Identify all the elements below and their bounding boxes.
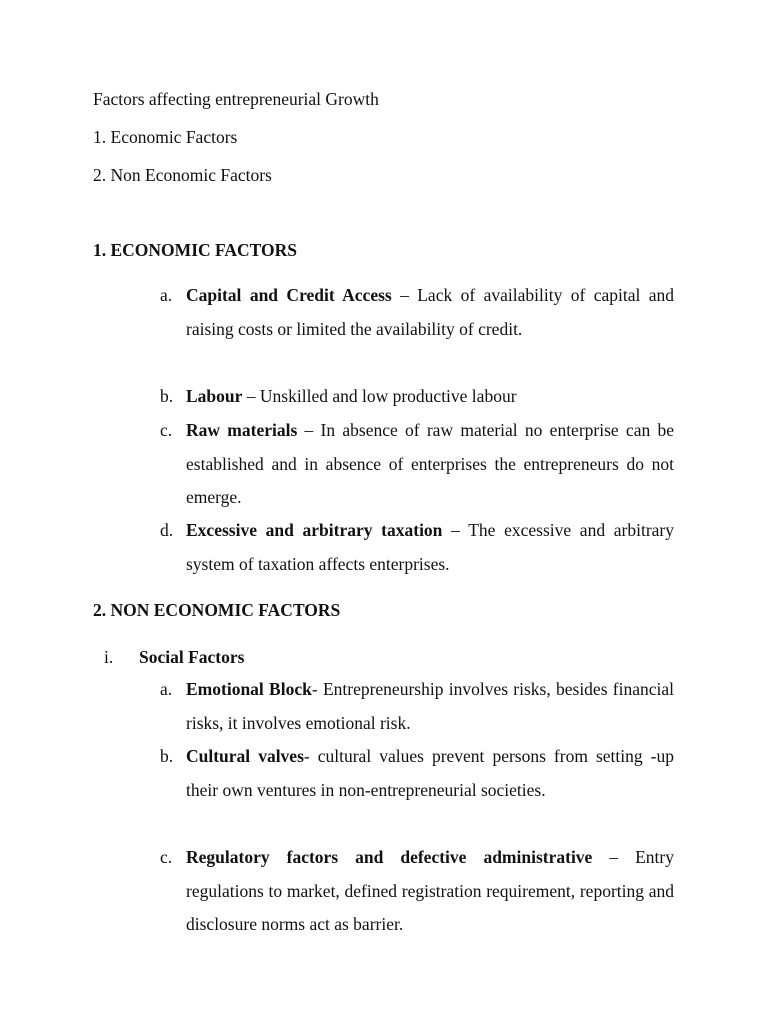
subsection-title: Social Factors xyxy=(139,647,245,667)
economic-item xyxy=(160,279,674,346)
item-marker: b. xyxy=(160,746,174,766)
intro-list-item: 1. Economic Factors xyxy=(93,127,238,147)
section-heading-non-economic: 2. NON ECONOMIC FACTORS xyxy=(93,600,341,620)
item-marker: b. xyxy=(160,386,174,406)
social-item xyxy=(160,740,674,807)
item-text: – The excessive and arbitrary system of taxation affects enterprises. xyxy=(186,520,674,574)
social-item xyxy=(160,841,674,942)
item-term: Regulatory factors and defective administrative xyxy=(186,847,593,867)
item-text: – In absence of raw material no enterprise can be established and in absence of enterprises the entrepreneurs do not emerge. xyxy=(186,420,674,508)
item-body xyxy=(186,740,674,807)
subsection-social-factors xyxy=(104,647,244,667)
item-term: Cultural valves xyxy=(186,746,304,766)
item-body xyxy=(186,673,674,740)
item-marker: a. xyxy=(160,285,173,305)
document-title: Factors affecting entrepreneurial Growth xyxy=(93,89,379,109)
item-marker: c. xyxy=(160,847,173,867)
item-text: - cultural values prevent persons from setting -up their own ventures in non-entrepreneurial societies. xyxy=(186,746,674,800)
item-body xyxy=(186,279,674,346)
item-text: - Entrepreneurship involves risks, besides financial risks, it involves emotional risk. xyxy=(186,679,674,733)
subsection-marker: i. xyxy=(104,647,114,667)
item-text: – Lack of availability of capital and raising costs or limited the availability of credit. xyxy=(186,285,674,339)
item-marker: c. xyxy=(160,420,173,440)
social-item xyxy=(160,673,674,740)
item-term: Excessive and arbitrary taxation xyxy=(186,520,443,540)
item-term: Emotional Block xyxy=(186,679,312,699)
item-text: – Unskilled and low productive labour xyxy=(242,386,517,406)
item-marker: a. xyxy=(160,679,173,699)
item-term: Raw materials xyxy=(186,420,298,440)
item-body xyxy=(186,414,674,515)
item-marker: d. xyxy=(160,520,174,540)
economic-item xyxy=(160,414,674,515)
item-body xyxy=(186,514,674,581)
item-body xyxy=(186,380,674,414)
item-body xyxy=(186,841,674,942)
intro-list-item: 2. Non Economic Factors xyxy=(93,165,272,185)
economic-item xyxy=(160,514,674,581)
section-heading-economic: 1. ECONOMIC FACTORS xyxy=(93,240,298,260)
item-term: Labour xyxy=(186,386,243,406)
item-term: Capital and Credit Access xyxy=(186,285,392,305)
item-text: – Entry regulations to market, defined registration requirement, reporting and disclosure norms act as barrier. xyxy=(186,847,674,935)
economic-item xyxy=(160,380,674,414)
